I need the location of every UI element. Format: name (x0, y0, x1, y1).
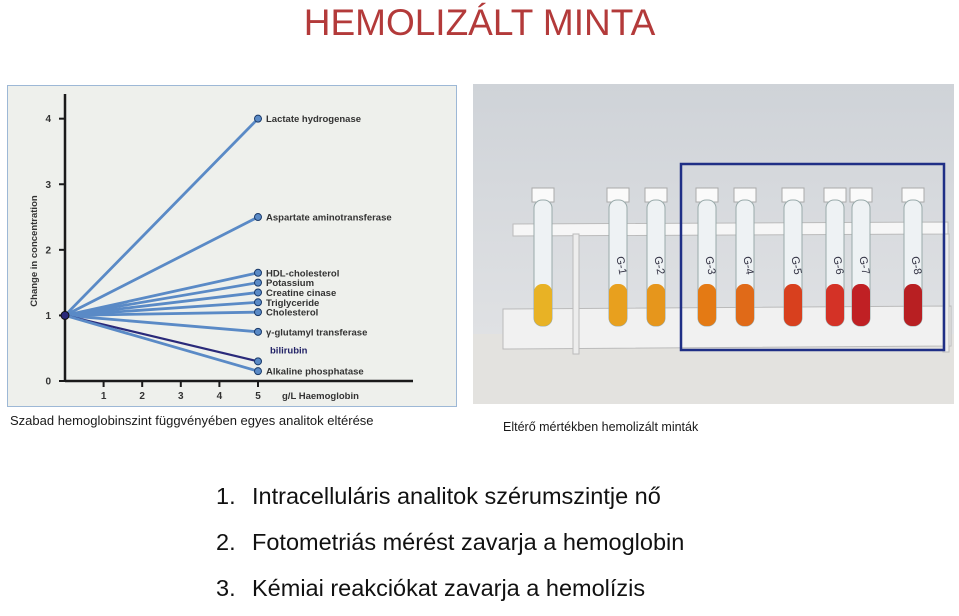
rack-bottom (503, 306, 951, 349)
list-item-number: 3. (216, 575, 236, 601)
chart-svg (8, 86, 456, 406)
list-item-text: Fotometriás mérést zavarja a hemoglobin (252, 529, 685, 555)
x-tick-label: 1 (100, 391, 107, 402)
series-start-point (61, 311, 69, 319)
series-end-point (255, 309, 262, 316)
tube-liquid (698, 284, 716, 326)
tube-liquid (647, 284, 665, 326)
tube-label: G-5 (788, 255, 804, 276)
series-label: Lactate hydrogenase (266, 114, 362, 126)
x-axis-label: g/L Haemoglobin (282, 391, 359, 402)
series-label: HDL-cholesterol (266, 268, 340, 280)
series-end-point (255, 289, 262, 296)
series-end-point (255, 279, 262, 286)
list-item-text: Kémiai reakciókat zavarja a hemolízis (252, 575, 646, 601)
tube-liquid (736, 284, 754, 326)
y-tick-label: 2 (45, 245, 51, 257)
tube-liquid (784, 284, 802, 326)
series-label: Aspartate aminotransferase (266, 212, 392, 224)
tube-liquid (904, 284, 922, 326)
series-label: bilirubin (270, 345, 308, 357)
y-tick-label: 1 (45, 310, 51, 322)
tube-liquid (609, 284, 627, 326)
series-label: Potassium (266, 278, 315, 290)
list-item (216, 524, 684, 570)
x-tick-label: 4 (216, 391, 223, 402)
tube-liquid (826, 284, 844, 326)
list-item (216, 570, 684, 616)
tube-liquid (534, 284, 552, 326)
tube-label: G-4 (740, 255, 756, 276)
page-title: HEMOLIZÁLT MINTA (303, 2, 656, 43)
x-tick-label: 3 (178, 391, 184, 402)
series-label: Cholesterol (266, 307, 319, 319)
hemolysis-line-chart (7, 85, 457, 407)
tube-label: G-7 (856, 255, 872, 276)
y-axis-label: Change in concentration (29, 195, 40, 307)
series-end-point (255, 214, 262, 221)
y-tick-label: 4 (45, 114, 51, 126)
tube-label: G-8 (908, 255, 924, 276)
key-points-list (216, 478, 684, 616)
series-end-point (255, 358, 262, 365)
series-end-point (255, 328, 262, 335)
series-label: Alkaline phosphatase (266, 366, 364, 378)
x-tick-label: 5 (255, 391, 261, 402)
chart-caption: Szabad hemoglobinszint függvényében egyes analitok eltérése (10, 413, 374, 428)
series-end-point (255, 115, 262, 122)
rack-leg (573, 234, 579, 354)
tube-label: G-3 (702, 255, 718, 276)
series-end-point (255, 299, 262, 306)
y-tick-label: 3 (45, 179, 51, 191)
series-end-point (255, 269, 262, 276)
series-end-point (255, 368, 262, 375)
list-item-text: Intracelluláris analitok szérumszintje nő (252, 483, 661, 509)
series-label: Creatine cinase (266, 287, 337, 299)
series-label: Triglyceride (266, 297, 320, 309)
tube-liquid (852, 284, 870, 326)
tube-label: G-6 (830, 255, 846, 276)
list-item-number: 2. (216, 529, 236, 555)
series-line (65, 217, 258, 315)
series-line (65, 119, 258, 316)
series-label: γ-glutamyl transferase (266, 327, 368, 339)
tube-label: G-1 (613, 255, 629, 276)
tube-label: G-2 (651, 255, 667, 276)
photo-caption: Eltérő mértékben hemolizált minták (503, 420, 699, 434)
tube-photo-svg (473, 84, 954, 404)
list-item-number: 1. (216, 483, 236, 509)
tube-photo (473, 84, 954, 404)
y-tick-label: 0 (45, 376, 51, 388)
x-tick-label: 2 (139, 391, 145, 402)
list-item (216, 478, 684, 524)
